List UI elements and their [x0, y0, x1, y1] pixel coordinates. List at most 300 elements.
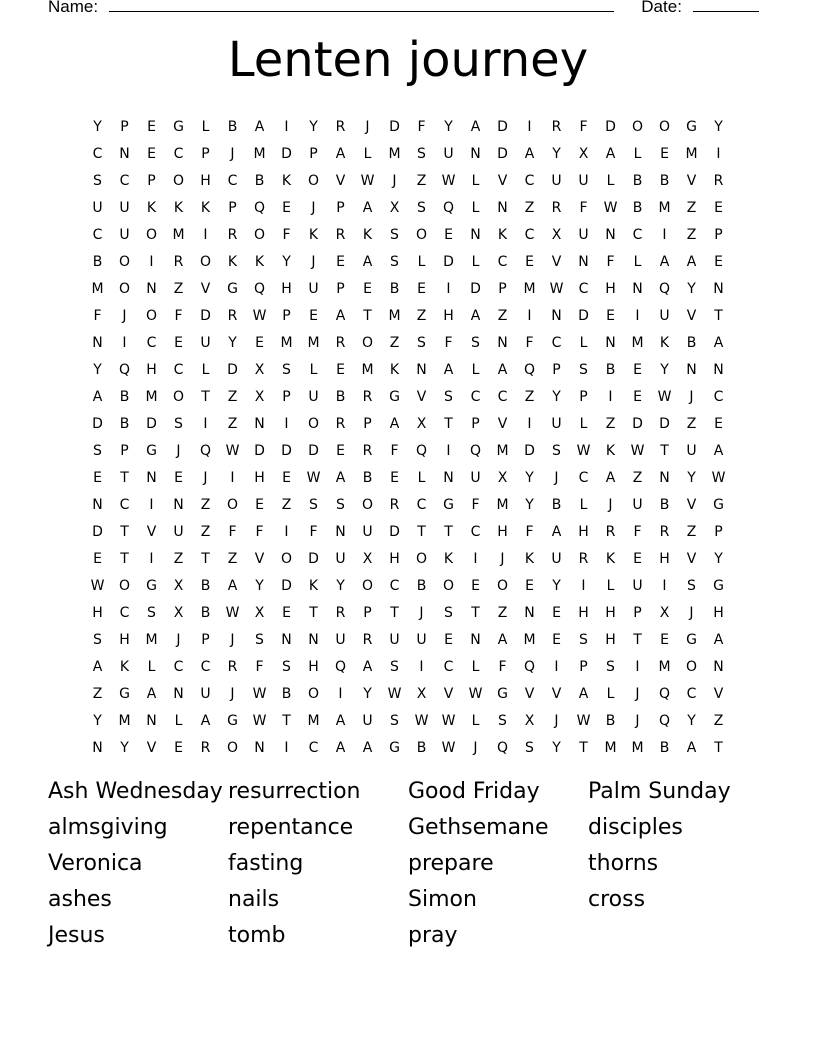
grid-letter: O: [361, 334, 374, 351]
grid-letter: F: [309, 523, 318, 540]
grid-letter: O: [145, 307, 158, 324]
grid-letter: N: [146, 280, 157, 297]
grid-letter: A: [254, 118, 265, 135]
word-list-item: resurrection: [228, 779, 361, 804]
grid-letter: T: [390, 604, 399, 621]
grid-letter: V: [416, 388, 427, 405]
grid-letter: Z: [497, 604, 508, 621]
grid-letter: T: [579, 739, 588, 756]
grid-letter: F: [282, 226, 291, 243]
grid-letter: P: [120, 118, 129, 135]
grid-letter: Z: [605, 415, 616, 432]
grid-letter: S: [471, 334, 480, 351]
grid-letter: P: [201, 145, 210, 162]
grid-letter: H: [497, 523, 508, 540]
grid-letter: Y: [687, 280, 696, 297]
grid-letter: O: [145, 226, 158, 243]
grid-letter: E: [255, 334, 264, 351]
grid-letter: F: [417, 118, 426, 135]
grid-letter: L: [471, 658, 480, 675]
grid-letter: U: [551, 172, 562, 189]
grid-letter: K: [200, 199, 211, 216]
grid-letter: B: [659, 172, 670, 189]
grid-letter: O: [226, 496, 239, 513]
grid-letter: D: [578, 307, 589, 324]
grid-letter: W: [387, 685, 402, 702]
grid-letter: N: [146, 712, 157, 729]
grid-letter: Y: [282, 253, 291, 270]
grid-letter: A: [713, 631, 724, 648]
grid-letter: U: [470, 469, 481, 486]
grid-letter: W: [576, 442, 591, 459]
word-list-item: almsgiving: [48, 815, 168, 840]
grid-letter: N: [659, 469, 670, 486]
grid-letter: S: [525, 739, 534, 756]
grid-letter: W: [657, 388, 672, 405]
grid-letter: W: [252, 307, 267, 324]
grid-letter: L: [471, 253, 480, 270]
grid-letter: D: [632, 415, 643, 432]
word-list-item: Veronica: [48, 851, 143, 876]
grid-letter: M: [172, 226, 185, 243]
grid-letter: S: [147, 604, 156, 621]
grid-letter: E: [714, 253, 723, 270]
grid-letter: U: [416, 631, 427, 648]
grid-letter: A: [362, 658, 373, 675]
grid-letter: P: [309, 145, 318, 162]
grid-letter: R: [605, 523, 616, 540]
grid-letter: L: [471, 361, 480, 378]
grid-letter: C: [578, 280, 589, 297]
grid-letter: R: [173, 253, 184, 270]
grid-letter: T: [120, 550, 129, 567]
grid-letter: K: [659, 334, 670, 351]
grid-letter: W: [225, 442, 240, 459]
grid-letter: A: [524, 145, 535, 162]
word-list-item: Simon: [408, 887, 477, 912]
word-list-item: Good Friday: [408, 779, 540, 804]
grid-letter: D: [497, 145, 508, 162]
grid-letter: J: [365, 118, 370, 135]
grid-letter: Z: [686, 523, 697, 540]
word-list-item: tomb: [228, 923, 286, 948]
grid-letter: E: [93, 550, 102, 567]
grid-letter: L: [417, 253, 426, 270]
grid-letter: D: [227, 361, 238, 378]
grid-letter: I: [149, 550, 154, 567]
grid-letter: H: [578, 604, 589, 621]
grid-letter: V: [146, 739, 157, 756]
grid-letter: C: [173, 361, 184, 378]
grid-letter: N: [713, 280, 724, 297]
grid-letter: T: [120, 469, 129, 486]
grid-letter: Z: [713, 712, 724, 729]
grid-letter: X: [254, 388, 265, 405]
grid-letter: A: [335, 469, 346, 486]
grid-letter: U: [119, 226, 130, 243]
grid-letter: W: [225, 604, 240, 621]
grid-letter: L: [633, 145, 642, 162]
grid-letter: E: [309, 307, 318, 324]
grid-letter: M: [631, 739, 644, 756]
grid-letter: Z: [227, 550, 238, 567]
grid-letter: Z: [524, 199, 535, 216]
grid-letter: E: [660, 631, 669, 648]
grid-letter: R: [335, 226, 346, 243]
grid-letter: P: [120, 442, 129, 459]
grid-letter: A: [443, 361, 454, 378]
grid-letter: S: [552, 442, 561, 459]
grid-letter: C: [497, 253, 508, 270]
word-list-item: Palm Sunday: [588, 779, 731, 804]
grid-letter: S: [498, 712, 507, 729]
grid-letter: T: [444, 415, 453, 432]
word-list-item: fasting: [228, 851, 304, 876]
grid-letter: Q: [658, 712, 671, 729]
grid-letter: H: [146, 361, 157, 378]
grid-letter: M: [307, 334, 320, 351]
word-list-item: Ash Wednesday: [48, 779, 223, 804]
grid-letter: F: [255, 523, 264, 540]
grid-letter: U: [92, 199, 103, 216]
grid-letter: C: [713, 388, 724, 405]
grid-letter: B: [416, 577, 427, 594]
grid-letter: Z: [686, 415, 697, 432]
grid-letter: E: [282, 199, 291, 216]
grid-letter: N: [92, 496, 103, 513]
grid-letter: E: [471, 577, 480, 594]
grid-letter: G: [389, 739, 400, 756]
letter-grid: [84, 113, 732, 761]
grid-letter: S: [687, 577, 696, 594]
grid-letter: O: [253, 226, 266, 243]
grid-letter: Y: [93, 712, 102, 729]
grid-letter: T: [714, 739, 723, 756]
grid-letter: P: [579, 388, 588, 405]
grid-letter: A: [713, 334, 724, 351]
grid-letter: D: [524, 442, 535, 459]
grid-letter: R: [335, 415, 346, 432]
grid-letter: C: [227, 172, 238, 189]
grid-letter: I: [122, 334, 127, 351]
grid-letter: V: [686, 550, 697, 567]
grid-letter: X: [497, 469, 508, 486]
grid-letter: E: [660, 145, 669, 162]
grid-letter: H: [389, 550, 400, 567]
grid-letter: T: [444, 523, 453, 540]
grid-letter: P: [282, 307, 291, 324]
word-list-item: prepare: [408, 851, 494, 876]
grid-letter: S: [282, 658, 291, 675]
grid-letter: S: [579, 631, 588, 648]
grid-letter: M: [280, 334, 293, 351]
grid-letter: W: [90, 577, 105, 594]
grid-letter: D: [281, 442, 292, 459]
grid-letter: J: [635, 685, 640, 702]
grid-letter: Z: [497, 307, 508, 324]
grid-letter: V: [524, 685, 535, 702]
grid-letter: X: [416, 685, 427, 702]
grid-letter: N: [497, 334, 508, 351]
grid-letter: A: [227, 577, 238, 594]
grid-letter: I: [446, 442, 451, 459]
grid-letter: A: [470, 307, 481, 324]
grid-letter: B: [551, 496, 562, 513]
grid-letter: R: [551, 199, 562, 216]
grid-letter: Z: [389, 334, 400, 351]
grid-letter: K: [524, 550, 535, 567]
grid-letter: O: [172, 388, 185, 405]
grid-letter: B: [632, 199, 643, 216]
grid-letter: L: [633, 253, 642, 270]
grid-letter: L: [363, 145, 372, 162]
grid-letter: R: [227, 226, 238, 243]
grid-letter: R: [362, 631, 373, 648]
grid-letter: B: [632, 172, 643, 189]
grid-letter: E: [633, 388, 642, 405]
grid-letter: W: [549, 280, 564, 297]
grid-letter: B: [389, 280, 400, 297]
grid-letter: U: [200, 334, 211, 351]
grid-letter: M: [388, 307, 401, 324]
grid-letter: Y: [228, 334, 237, 351]
grid-letter: Y: [714, 118, 723, 135]
word-list-item: Jesus: [48, 923, 105, 948]
grid-letter: A: [146, 685, 157, 702]
grid-letter: X: [578, 145, 589, 162]
grid-letter: O: [307, 685, 320, 702]
grid-letter: U: [551, 415, 562, 432]
grid-letter: T: [714, 307, 723, 324]
grid-letter: C: [524, 172, 535, 189]
grid-letter: L: [309, 361, 318, 378]
grid-letter: E: [444, 631, 453, 648]
grid-letter: G: [686, 118, 697, 135]
grid-letter: K: [605, 442, 616, 459]
date-blank: [693, 0, 759, 12]
grid-letter: L: [174, 712, 183, 729]
header-line: [48, 0, 748, 17]
grid-letter: K: [443, 550, 454, 567]
grid-letter: Z: [416, 172, 427, 189]
grid-letter: N: [173, 685, 184, 702]
grid-letter: C: [470, 523, 481, 540]
grid-letter: P: [201, 631, 210, 648]
grid-letter: I: [419, 658, 424, 675]
grid-letter: B: [659, 739, 670, 756]
grid-letter: Z: [92, 685, 103, 702]
grid-letter: T: [309, 604, 318, 621]
grid-letter: H: [605, 604, 616, 621]
date-label: Date:: [641, 0, 682, 16]
grid-letter: Y: [309, 118, 318, 135]
page-title: Lenten journey: [227, 32, 589, 88]
grid-letter: F: [444, 334, 453, 351]
grid-letter: S: [417, 199, 426, 216]
grid-letter: W: [630, 442, 645, 459]
grid-letter: I: [203, 415, 208, 432]
grid-letter: Q: [658, 685, 671, 702]
grid-letter: C: [416, 496, 427, 513]
grid-letter: H: [713, 604, 724, 621]
grid-letter: W: [252, 685, 267, 702]
grid-letter: Y: [363, 685, 372, 702]
grid-letter: I: [716, 145, 721, 162]
grid-letter: K: [173, 199, 184, 216]
grid-letter: A: [497, 361, 508, 378]
grid-letter: J: [608, 496, 613, 513]
grid-letter: O: [199, 253, 212, 270]
grid-letter: T: [201, 388, 210, 405]
grid-letter: A: [335, 307, 346, 324]
grid-letter: A: [686, 739, 697, 756]
grid-letter: D: [389, 523, 400, 540]
grid-letter: J: [392, 172, 397, 189]
grid-letter: Y: [120, 739, 129, 756]
grid-letter: P: [714, 226, 723, 243]
grid-letter: N: [281, 631, 292, 648]
grid-letter: K: [281, 172, 292, 189]
grid-letter: C: [551, 334, 562, 351]
grid-letter: Q: [469, 442, 482, 459]
grid-letter: S: [390, 658, 399, 675]
grid-letter: U: [335, 631, 346, 648]
grid-letter: R: [227, 658, 238, 675]
grid-letter: V: [551, 253, 562, 270]
grid-letter: G: [146, 442, 157, 459]
grid-letter: S: [255, 631, 264, 648]
grid-letter: M: [631, 334, 644, 351]
grid-letter: Z: [281, 496, 292, 513]
grid-letter: T: [660, 442, 669, 459]
word-list-item: cross: [588, 887, 646, 912]
grid-letter: M: [604, 739, 617, 756]
grid-letter: C: [173, 658, 184, 675]
word-list-item: Gethsemane: [408, 815, 549, 840]
grid-letter: C: [92, 145, 103, 162]
grid-letter: B: [362, 469, 373, 486]
grid-letter: I: [284, 118, 289, 135]
grid-letter: E: [714, 415, 723, 432]
grid-letter: F: [579, 199, 588, 216]
grid-letter: R: [335, 604, 346, 621]
grid-letter: Z: [686, 226, 697, 243]
grid-letter: X: [254, 604, 265, 621]
grid-letter: T: [633, 631, 642, 648]
grid-letter: L: [417, 469, 426, 486]
grid-letter: Z: [686, 199, 697, 216]
grid-letter: M: [685, 145, 698, 162]
grid-letter: E: [255, 496, 264, 513]
grid-letter: X: [524, 712, 535, 729]
grid-letter: Q: [523, 361, 536, 378]
grid-letter: R: [200, 739, 211, 756]
grid-letter: D: [254, 442, 265, 459]
grid-letter: U: [200, 685, 211, 702]
grid-letter: U: [119, 199, 130, 216]
grid-letter: P: [471, 415, 480, 432]
grid-letter: M: [91, 280, 104, 297]
grid-letter: B: [659, 496, 670, 513]
grid-letter: V: [146, 523, 157, 540]
grid-letter: L: [579, 496, 588, 513]
word-list: [48, 779, 768, 959]
grid-letter: X: [551, 226, 562, 243]
grid-letter: I: [635, 307, 640, 324]
grid-letter: Q: [523, 658, 536, 675]
grid-letter: T: [363, 307, 372, 324]
grid-letter: D: [470, 280, 481, 297]
grid-letter: C: [146, 334, 157, 351]
grid-letter: R: [389, 496, 400, 513]
grid-letter: S: [390, 226, 399, 243]
grid-letter: P: [336, 199, 345, 216]
grid-letter: O: [685, 658, 698, 675]
grid-letter: Y: [525, 469, 534, 486]
grid-letter: P: [147, 172, 156, 189]
grid-letter: V: [200, 280, 211, 297]
grid-letter: L: [471, 172, 480, 189]
grid-letter: I: [527, 118, 532, 135]
grid-letter: P: [633, 604, 642, 621]
grid-letter: D: [146, 415, 157, 432]
grid-letter: N: [119, 145, 130, 162]
grid-letter: U: [551, 550, 562, 567]
grid-letter: C: [632, 226, 643, 243]
grid-letter: R: [335, 334, 346, 351]
grid-letter: L: [579, 334, 588, 351]
grid-letter: E: [633, 361, 642, 378]
grid-letter: V: [686, 172, 697, 189]
grid-letter: N: [470, 631, 481, 648]
grid-letter: O: [361, 496, 374, 513]
grid-letter: G: [686, 631, 697, 648]
grid-letter: Z: [200, 523, 211, 540]
grid-letter: D: [605, 118, 616, 135]
grid-letter: E: [714, 199, 723, 216]
grid-letter: J: [419, 604, 424, 621]
grid-letter: E: [174, 739, 183, 756]
grid-letter: Z: [227, 388, 238, 405]
grid-letter: M: [523, 280, 536, 297]
grid-letter: M: [658, 658, 671, 675]
grid-letter: O: [118, 577, 131, 594]
grid-letter: O: [307, 415, 320, 432]
grid-letter: W: [441, 172, 456, 189]
grid-letter: E: [282, 469, 291, 486]
grid-letter: M: [523, 631, 536, 648]
grid-letter: U: [659, 307, 670, 324]
grid-letter: I: [284, 415, 289, 432]
grid-letter: K: [497, 226, 508, 243]
grid-letter: S: [93, 172, 102, 189]
grid-letter: K: [605, 550, 616, 567]
grid-letter: F: [633, 523, 642, 540]
grid-letter: S: [390, 253, 399, 270]
grid-letter: O: [631, 118, 644, 135]
grid-letter: C: [470, 388, 481, 405]
grid-letter: N: [578, 253, 589, 270]
grid-letter: F: [525, 523, 534, 540]
grid-letter: A: [92, 658, 103, 675]
grid-letter: U: [578, 226, 589, 243]
grid-letter: M: [145, 631, 158, 648]
grid-letter: B: [92, 253, 103, 270]
grid-letter: E: [606, 307, 615, 324]
grid-letter: F: [93, 307, 102, 324]
grid-letter: S: [174, 415, 183, 432]
grid-letter: F: [471, 496, 480, 513]
